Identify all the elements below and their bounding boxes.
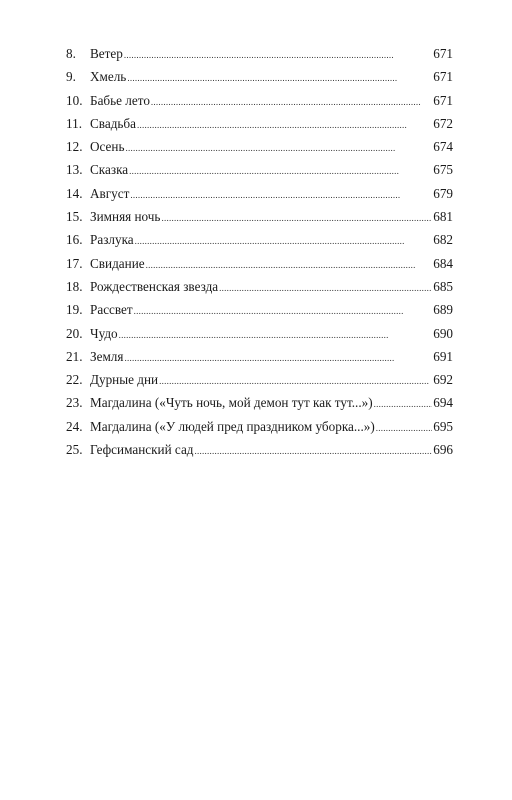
- entry-number: 18.: [66, 278, 83, 294]
- dot-leader: [146, 254, 433, 277]
- dot-leader: [135, 230, 433, 253]
- entry-title: Чудо: [90, 325, 118, 341]
- entry-number: 14.: [66, 185, 83, 201]
- toc-entry: [66, 438, 453, 461]
- entry-title: Ветер: [90, 46, 123, 61]
- entry-number: 12.: [66, 139, 83, 155]
- toc-entry: [66, 182, 453, 205]
- entry-page-number: 684: [433, 255, 453, 271]
- toc-entry: [66, 275, 453, 298]
- entry-page-number: 682: [433, 232, 453, 248]
- dot-leader: [124, 347, 432, 370]
- entry-number: 15.: [66, 209, 83, 225]
- toc-entry: [66, 252, 453, 275]
- entry-page-number: 685: [433, 278, 453, 294]
- entry-number: 22.: [66, 372, 83, 388]
- entry-page-number: 691: [433, 348, 453, 364]
- entry-number: 25.: [66, 442, 83, 458]
- entry-title: Магдалина («У людей пред праздником уборка...»): [90, 418, 375, 434]
- toc-entry: [66, 391, 453, 414]
- dot-leader: [219, 277, 432, 300]
- entry-title: Август: [90, 185, 130, 201]
- entry-page-number: 671: [433, 46, 453, 61]
- entry-title: Свадьба: [90, 115, 136, 131]
- toc-entry: [66, 112, 453, 135]
- dot-leader: [127, 67, 432, 90]
- entry-title: Магдалина («Чуть ночь, мой демон тут как тут...»): [90, 395, 373, 411]
- dot-leader: [195, 440, 433, 463]
- entry-title: Рождественская звезда: [90, 278, 219, 294]
- entry-page-number: 689: [433, 302, 453, 318]
- toc-entry: [66, 135, 453, 158]
- entry-title: Сказка: [90, 162, 129, 178]
- dot-leader: [124, 44, 432, 67]
- entry-page-number: 694: [433, 395, 453, 411]
- entry-title: Свидание: [90, 255, 145, 271]
- entry-page-number: 679: [433, 185, 453, 201]
- dot-leader: [161, 207, 432, 230]
- entry-number: 20.: [66, 325, 83, 341]
- entry-number: 10.: [66, 92, 83, 108]
- entry-page-number: 672: [433, 115, 453, 131]
- toc-entry: [66, 89, 453, 112]
- entry-title: Разлука: [90, 232, 134, 248]
- entry-title: Бабье лето: [90, 92, 150, 108]
- dot-leader: [125, 137, 432, 160]
- toc-entry: [66, 345, 453, 368]
- toc-entry: [66, 298, 453, 321]
- entry-title: Хмель: [90, 69, 127, 85]
- entry-title: Зимняя ночь: [90, 209, 161, 225]
- toc-entry: [66, 65, 453, 88]
- dot-leader: [374, 393, 433, 416]
- entry-number: 8.: [66, 46, 76, 61]
- toc-entry: [66, 228, 453, 251]
- entry-page-number: 671: [433, 92, 453, 108]
- entry-number: 11.: [66, 115, 82, 131]
- entry-page-number: 692: [433, 372, 453, 388]
- entry-number: 23.: [66, 395, 83, 411]
- dot-leader: [129, 160, 432, 183]
- entry-page-number: 674: [433, 139, 453, 155]
- entry-title: Осень: [90, 139, 125, 155]
- toc-entry: [66, 42, 453, 65]
- entry-page-number: 695: [433, 418, 453, 434]
- entry-page-number: 675: [433, 162, 453, 178]
- entry-number: 21.: [66, 348, 83, 364]
- dot-leader: [134, 300, 433, 323]
- entry-number: 13.: [66, 162, 83, 178]
- entry-page-number: 690: [433, 325, 453, 341]
- entry-number: 24.: [66, 418, 83, 434]
- entry-page-number: 696: [433, 442, 453, 458]
- toc-entry: [66, 415, 453, 438]
- entry-title: Гефсиманский сад: [90, 442, 194, 458]
- entry-title: Дурные дни: [90, 372, 159, 388]
- entry-number: 16.: [66, 232, 83, 248]
- dot-leader: [130, 184, 432, 207]
- entry-page-number: 681: [433, 209, 453, 225]
- table-of-contents: [66, 42, 453, 461]
- toc-entry: [66, 368, 453, 391]
- entry-number: 9.: [66, 69, 76, 85]
- toc-entry: [66, 322, 453, 345]
- entry-title: Рассвет: [90, 302, 133, 318]
- entry-title: Земля: [90, 348, 124, 364]
- entry-page-number: 671: [433, 69, 453, 85]
- entry-number: 19.: [66, 302, 83, 318]
- dot-leader: [119, 324, 433, 347]
- dot-leader: [159, 370, 432, 393]
- dot-leader: [151, 91, 432, 114]
- dot-leader: [376, 417, 432, 440]
- entry-number: 17.: [66, 255, 83, 271]
- dot-leader: [137, 114, 432, 137]
- toc-entry: [66, 158, 453, 181]
- toc-entry: [66, 205, 453, 228]
